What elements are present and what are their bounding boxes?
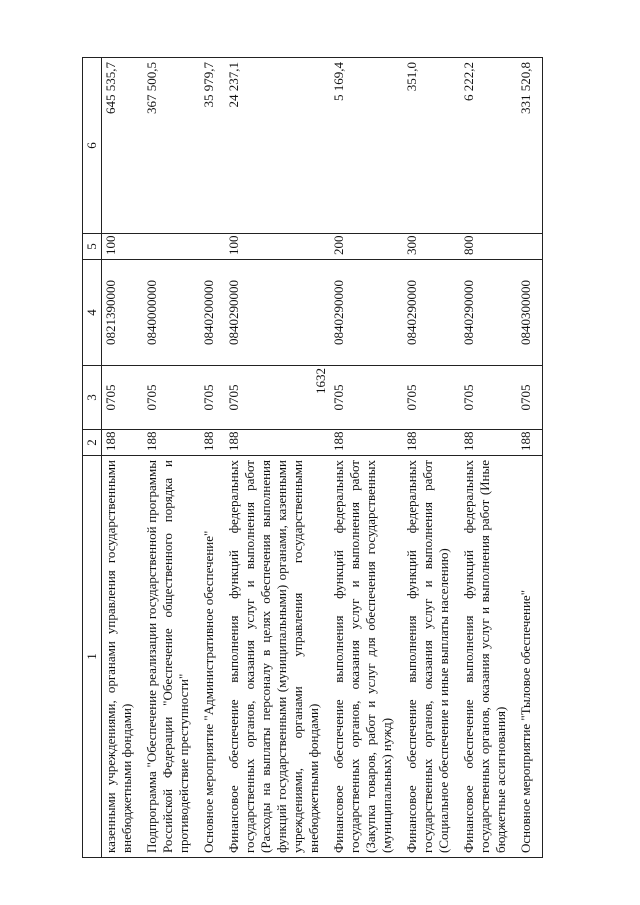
section-code-cell: 0705 xyxy=(200,366,225,430)
target-code-cell: 0821390000 xyxy=(102,260,144,366)
admin-code-cell: 188 xyxy=(330,430,403,456)
target-code-cell: 0840290000 xyxy=(225,260,330,366)
expense-type-cell xyxy=(200,234,225,260)
description-cell: Основное мероприятие "Административное обеспечение" xyxy=(200,456,225,858)
table-row xyxy=(330,58,403,858)
expense-type-cell xyxy=(143,234,200,260)
description-cell: Подпрограмма "Обеспечение реализации государственной программы Российской Федерации "Обеспечение общественного порядка и противодействие преступности" xyxy=(143,456,200,858)
expense-type-cell: 100 xyxy=(225,234,330,260)
admin-code-cell: 188 xyxy=(517,430,543,456)
admin-code-cell: 188 xyxy=(403,430,460,456)
table-row xyxy=(460,58,517,858)
amount-cell: 645 535,7 xyxy=(102,58,144,234)
admin-code-cell: 188 xyxy=(225,430,330,456)
section-code-cell: 0705 xyxy=(403,366,460,430)
table-header-row xyxy=(83,58,102,858)
header-cell: 4 xyxy=(83,260,102,366)
budget-table xyxy=(82,57,543,858)
admin-code-cell: 188 xyxy=(143,430,200,456)
amount-cell: 351,0 xyxy=(403,58,460,234)
section-code-cell: 0705 xyxy=(143,366,200,430)
table-row xyxy=(225,58,330,858)
description-cell: Финансовое обеспечение выполнения функций федеральных государственных органов, оказания услуг и выполнения работ (Закупка товаров, работ и услуг для обеспечения государственных (муниципальных) нужд) xyxy=(330,456,403,858)
description-cell: казенными учреждениями, органами управления государственными внебюджетными фондами) xyxy=(102,456,144,858)
admin-code-cell: 188 xyxy=(200,430,225,456)
table-row xyxy=(517,58,543,858)
page-number: 1632 xyxy=(313,368,328,394)
section-code-cell: 0705 xyxy=(225,366,330,430)
expense-type-cell: 300 xyxy=(403,234,460,260)
section-code-cell: 0705 xyxy=(460,366,517,430)
table-row xyxy=(403,58,460,858)
expense-type-cell: 200 xyxy=(330,234,403,260)
admin-code-cell: 188 xyxy=(460,430,517,456)
description-cell: Финансовое обеспечение выполнения функций федеральных государственных органов, оказания услуг и выполнения работ (Расходы на выплаты персоналу в целях обеспечения выполнения функций государственными (муниципальными) органами, казенными учреждениями, органами управления государственными внебюджетными фондами) xyxy=(225,456,330,858)
target-code-cell: 0840290000 xyxy=(403,260,460,366)
header-cell: 1 xyxy=(83,456,102,858)
amount-cell: 5 169,4 xyxy=(330,58,403,234)
amount-cell: 331 520,8 xyxy=(517,58,543,234)
expense-type-cell: 800 xyxy=(460,234,517,260)
target-code-cell: 0840290000 xyxy=(460,260,517,366)
description-cell: Финансовое обеспечение выполнения функций федеральных государственных органов, оказания услуг и выполнения работ (Иные бюджетные ассигнования) xyxy=(460,456,517,858)
admin-code-cell: 188 xyxy=(102,430,144,456)
description-cell: Финансовое обеспечение выполнения функций федеральных государственных органов, оказания услуг и выполнения работ (Социальное обеспечение и иные выплаты населению) xyxy=(403,456,460,858)
amount-cell: 367 500,5 xyxy=(143,58,200,234)
header-cell: 5 xyxy=(83,234,102,260)
target-code-cell: 0840000000 xyxy=(143,260,200,366)
section-code-cell: 0705 xyxy=(102,366,144,430)
expense-type-cell: 100 xyxy=(102,234,144,260)
table-row xyxy=(200,58,225,858)
amount-cell: 35 979,7 xyxy=(200,58,225,234)
table-row xyxy=(102,58,144,858)
table-row xyxy=(143,58,200,858)
header-cell: 2 xyxy=(83,430,102,456)
expense-type-cell xyxy=(517,234,543,260)
section-code-cell: 0705 xyxy=(517,366,543,430)
target-code-cell: 0840300000 xyxy=(517,260,543,366)
rotated-page-content xyxy=(82,58,552,858)
section-code-cell: 0705 xyxy=(330,366,403,430)
target-code-cell: 0840290000 xyxy=(330,260,403,366)
amount-cell: 6 222,2 xyxy=(460,58,517,234)
header-cell: 3 xyxy=(83,366,102,430)
header-cell: 6 xyxy=(83,58,102,234)
amount-cell: 24 237,1 xyxy=(225,58,330,234)
description-cell: Основное мероприятие "Тыловое обеспечение" xyxy=(517,456,543,858)
target-code-cell: 0840200000 xyxy=(200,260,225,366)
